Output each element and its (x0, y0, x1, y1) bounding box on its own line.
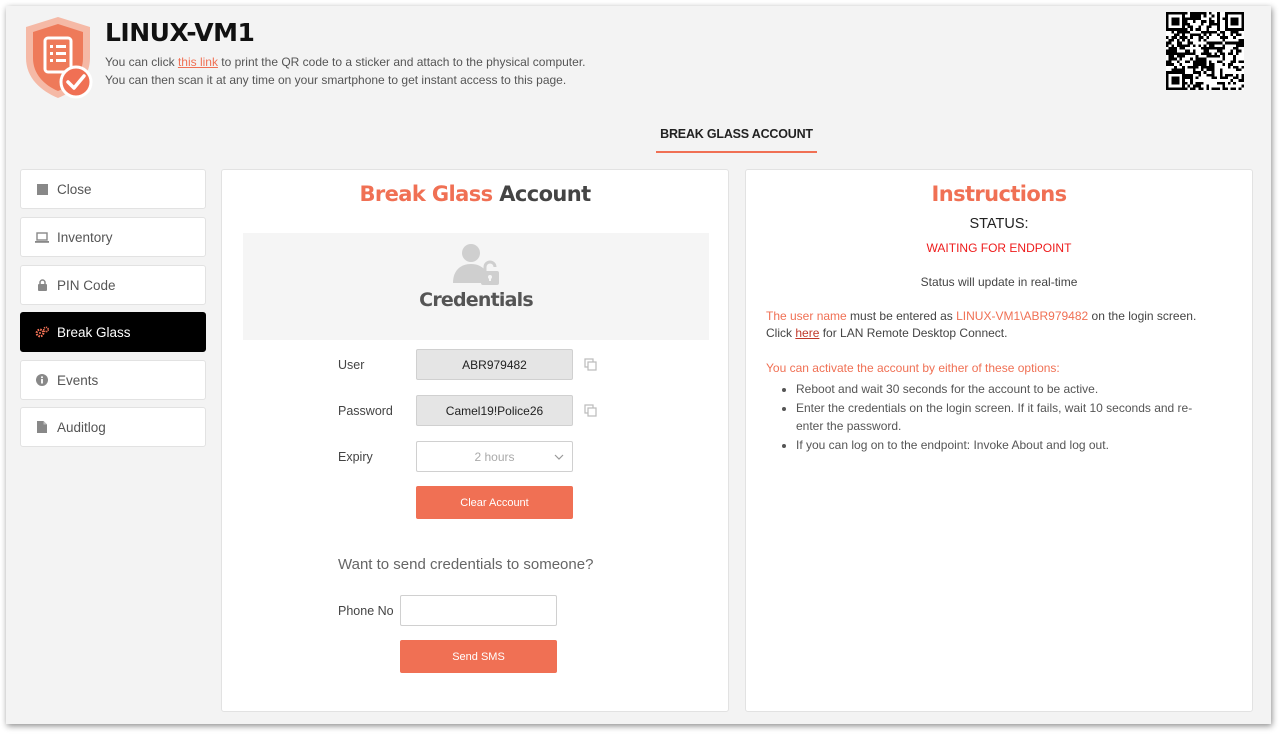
status-note: Status will update in real-time (920, 275, 1078, 289)
sidebar-item-label: PIN Code (57, 277, 116, 293)
sidebar-item-inventory[interactable] (20, 217, 206, 257)
file-icon (35, 420, 49, 434)
send-credentials-question: Want to send credentials to someone? (338, 556, 594, 573)
user-label: User (338, 358, 365, 372)
sidebar-item-close[interactable] (20, 169, 206, 209)
password-label: Password (338, 404, 393, 418)
app-window (6, 6, 1271, 724)
username-tail: for LAN Remote Desktop Connect. (819, 326, 1008, 340)
send-sms-button[interactable]: Send SMS (400, 640, 557, 673)
expiry-select[interactable] (416, 441, 573, 472)
qr-description (105, 53, 585, 89)
qr-description-line1 (105, 53, 585, 71)
qr-code-icon (1166, 12, 1244, 90)
break-glass-title (222, 182, 728, 206)
username-instructions (766, 308, 1216, 342)
clear-account-button[interactable]: Clear Account (416, 486, 573, 519)
sidebar-item-events[interactable] (20, 360, 206, 400)
title-rest: Account (492, 182, 591, 206)
expiry-label: Expiry (338, 450, 373, 464)
credentials-label: Credentials (419, 289, 533, 311)
tab-label: BREAK GLASS ACCOUNT (660, 127, 813, 141)
shield-logo-icon (20, 14, 96, 102)
title-accent: Break Glass (359, 182, 493, 206)
sidebar-item-break-glass[interactable] (20, 312, 206, 352)
qr-description-line2: You can then scan it at any time on your smartphone to get instant access to this page. (105, 73, 567, 87)
sidebar-item-auditlog[interactable] (20, 407, 206, 447)
account-name: LINUX-VM1\ABR979482 (956, 309, 1089, 323)
user-field[interactable]: ABR979482 (416, 349, 573, 380)
sidebar-item-pin-code[interactable] (20, 265, 206, 305)
phone-input[interactable] (400, 595, 557, 626)
list-item: • If you can log on to the endpoint: Invoke About and log out. (796, 437, 1196, 455)
options-list (796, 381, 1196, 456)
tab-break-glass-account[interactable] (656, 119, 817, 153)
tab-underline (656, 151, 817, 153)
sidebar-item-label: Events (57, 372, 99, 388)
rdp-here-link[interactable]: here (795, 326, 820, 340)
user-unlock-icon (451, 243, 501, 287)
break-glass-card (221, 169, 729, 712)
username-text: must be entered as (846, 309, 957, 323)
sidebar-item-label: Close (57, 181, 92, 197)
laptop-icon (35, 230, 49, 244)
phone-label: Phone No (338, 604, 394, 618)
username-text-2: on the login screen. Click (766, 309, 1197, 340)
desc-text-after: to print the QR code to a sticker and attach to the physical computer. (217, 55, 586, 69)
options-heading: You can activate the account by either of these options: (766, 361, 1060, 375)
username-lead: The user name (766, 309, 847, 323)
lock-icon (35, 278, 49, 292)
credentials-banner (243, 233, 709, 340)
info-circle-icon (35, 373, 49, 387)
print-qr-link[interactable]: this link (177, 55, 218, 69)
chevron-down-icon (554, 452, 564, 462)
sidebar-item-label: Inventory (57, 229, 113, 245)
status-heading: STATUS: (969, 216, 1029, 232)
instructions-title: Instructions (931, 182, 1067, 206)
sidebar-item-label: Auditlog (57, 419, 106, 435)
instructions-card (745, 169, 1253, 712)
copy-user-icon[interactable] (584, 358, 597, 371)
square-icon (35, 182, 49, 196)
cogs-icon (35, 325, 49, 339)
password-field[interactable]: Camel19!Police26 (416, 395, 573, 426)
copy-password-icon[interactable] (584, 404, 597, 417)
list-item: • Enter the credentials on the login screen. If it fails, wait 10 seconds and re-enter the password. (796, 400, 1196, 435)
list-item: • Reboot and wait 30 seconds for the account to be active. (796, 381, 1196, 399)
expiry-selected-value: 2 hours (474, 449, 515, 464)
computer-name-title: LINUX-VM1 (105, 18, 255, 47)
status-value: WAITING FOR ENDPOINT (926, 241, 1072, 255)
sidebar-item-label: Break Glass (57, 324, 131, 340)
desc-text-before: You can click (105, 55, 178, 69)
